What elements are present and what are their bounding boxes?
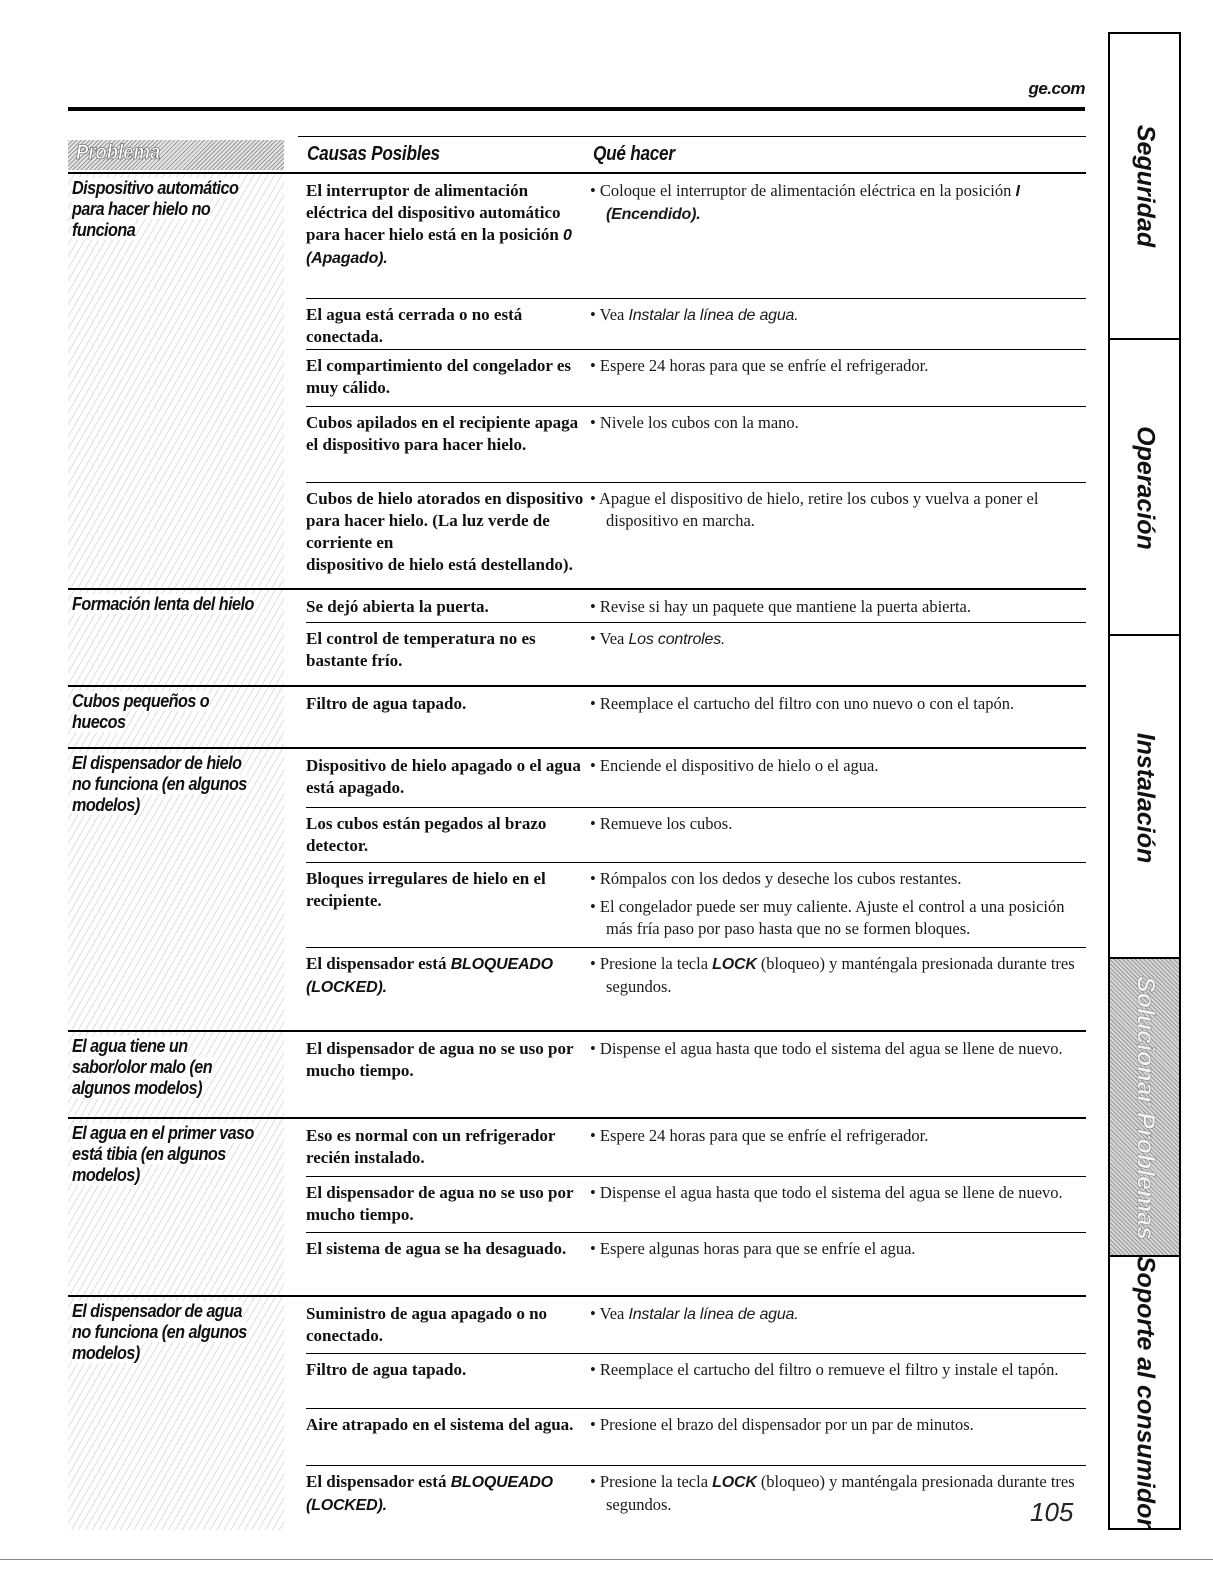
fix-reference: Instalar la línea de agua. [628, 307, 799, 324]
fix-item: • Nivele los cubos con la mano. [590, 413, 799, 432]
cause-text: Aire atrapado en el sistema del agua. [306, 1415, 574, 1434]
row-divider [306, 1353, 1086, 1354]
fix-emphasis: I (Encendido). [606, 183, 1020, 223]
row-divider [306, 482, 1086, 483]
row-divider [306, 1408, 1086, 1409]
fix-item: • Vea Los controles. [590, 629, 726, 648]
row-divider [306, 622, 1086, 623]
fix-list [590, 1414, 1088, 1436]
problem-cell [68, 1297, 284, 1530]
side-tab-label: Operación [1131, 426, 1159, 550]
side-tab[interactable] [1110, 338, 1179, 636]
problem-cell [68, 1032, 284, 1117]
problem-group [68, 1030, 1086, 1117]
fix-list [590, 412, 1088, 434]
fix-item: • Dispense el agua hasta que todo el sistema del agua se llene de nuevo. [590, 1039, 1063, 1058]
top-rule [68, 107, 1085, 111]
fix-list [590, 1125, 1088, 1147]
row-divider [306, 406, 1086, 407]
problem-cell [68, 174, 284, 588]
cause-text: El agua está cerrada o no está conectada. [306, 305, 523, 346]
side-tab-label: Instalación [1131, 732, 1159, 863]
whattodo-header: Qué hacer [593, 143, 675, 165]
problem-group [68, 747, 1086, 1030]
fix-list [590, 755, 1088, 777]
side-tab[interactable] [1110, 1255, 1179, 1526]
problem-group [68, 1117, 1086, 1295]
fix-list [590, 813, 1088, 835]
side-tab-label: Soporte al consumidor [1131, 1255, 1159, 1528]
cause-text: El interruptor de alimentación eléctrica del dispositivo automático para hacer hielo está en la posición 0 (Apagado). [306, 181, 572, 267]
fix-item: • Presione el brazo del dispensador por un par de minutos. [590, 1415, 974, 1434]
problem-title-text: El dispensador de hielo no funciona (en algunos modelos) [72, 753, 247, 815]
fix-list [590, 488, 1088, 532]
side-tab-label: Solucionar Problemas [1131, 976, 1159, 1240]
cause-text: Dispositivo de hielo apagado o el agua está apagado. [306, 756, 581, 797]
bottom-rule [0, 1559, 1213, 1560]
fix-item: • Reemplace el cartucho del filtro o remueve el filtro y instale el tapón. [590, 1360, 1059, 1379]
cause-text: El control de temperatura no es bastante frío. [306, 629, 536, 670]
fix-list [590, 693, 1088, 715]
row-divider [306, 862, 1086, 863]
row-divider [306, 1465, 1086, 1466]
side-tab[interactable] [1110, 34, 1179, 338]
fix-reference: Los controles. [628, 631, 726, 648]
fix-item: • Presione la tecla LOCK (bloqueo) y manténgala presionada durante tres segundos. [590, 1472, 1075, 1514]
side-tabs [1108, 32, 1181, 1530]
fix-item: • Reemplace el cartucho del filtro con uno nuevo o con el tapón. [590, 694, 1015, 713]
fix-item: • Presione la tecla LOCK (bloqueo) y manténgala presionada durante tres segundos. [590, 954, 1075, 996]
fix-list [590, 1359, 1088, 1381]
cause-text: Suministro de agua apagado o no conectado. [306, 1304, 548, 1345]
fix-list [590, 596, 1088, 618]
cause-continuation: dispositivo de hielo está destellando). [306, 555, 573, 574]
fix-list [590, 304, 1088, 327]
cause-text: Eso es normal con un refrigerador recién instalado. [306, 1126, 556, 1167]
problem-cell [68, 749, 284, 1030]
row-divider [306, 807, 1086, 808]
problem-title-text: Cubos pequeños o huecos [72, 691, 210, 732]
problem-title [72, 178, 261, 241]
problem-group [68, 172, 1086, 588]
row-divider [306, 349, 1086, 350]
cause-text: Los cubos están pegados al brazo detector. [306, 814, 547, 855]
fix-emphasis: LOCK [712, 956, 757, 973]
cause-text: El dispensador de agua no se uso por mucho tiempo. [306, 1039, 574, 1080]
cause-text: El dispensador de agua no se uso por mucho tiempo. [306, 1183, 574, 1224]
fix-reference: Instalar la línea de agua. [628, 1306, 799, 1323]
problem-title [72, 1123, 261, 1186]
cause-text: Se dejó abierta la puerta. [306, 597, 489, 616]
side-tab[interactable] [1110, 957, 1179, 1257]
problem-title-text: Formación lenta del hielo [72, 594, 254, 614]
fix-emphasis: LOCK [712, 1474, 757, 1491]
fix-item: • Revise si hay un paquete que mantiene la puerta abierta. [590, 597, 972, 616]
causes-header: Causas Posibles [307, 143, 440, 165]
cause-text: El dispensador está BLOQUEADO (LOCKED). [306, 954, 553, 996]
problem-cell [68, 687, 284, 747]
fix-item: • Espere 24 horas para que se enfríe el refrigerador. [590, 356, 929, 375]
problem-title [72, 1036, 261, 1099]
row-divider [306, 1232, 1086, 1233]
fix-list [590, 1038, 1088, 1060]
cause-text: El sistema de agua se ha desaguado. [306, 1239, 567, 1258]
fix-item: • Apague el dispositivo de hielo, retire los cubos y vuelva a poner el dispositivo en marcha. [590, 489, 1039, 530]
fix-list [590, 868, 1088, 940]
cause-text: Bloques irregulares de hielo en el recipiente. [306, 869, 546, 910]
row-divider [306, 947, 1086, 948]
cause-text: Filtro de agua tapado. [306, 1360, 467, 1379]
row-divider [306, 298, 1086, 299]
fix-item: • Remueve los cubos. [590, 814, 733, 833]
problem-title-text: El dispensador de agua no funciona (en algunos modelos) [72, 1301, 247, 1363]
problem-cell [68, 590, 284, 685]
fix-list [590, 1238, 1088, 1260]
problem-cell [68, 1119, 284, 1295]
problem-title [72, 1301, 261, 1364]
fix-item: • Vea Instalar la línea de agua. [590, 305, 799, 324]
fix-list [590, 1182, 1088, 1204]
cause-emphasis: BLOQUEADO (LOCKED). [306, 956, 553, 996]
fix-list [590, 953, 1088, 998]
cause-emphasis: 0 (Apagado). [306, 227, 572, 267]
side-tab[interactable] [1110, 634, 1179, 959]
cause-text: El compartimiento del congelador es muy cálido. [306, 356, 572, 397]
fix-item: • Espere 24 horas para que se enfríe el refrigerador. [590, 1126, 929, 1145]
problem-header-label: Problema [76, 141, 161, 164]
fix-list [590, 355, 1088, 377]
header-rule [298, 136, 1086, 137]
problem-group [68, 685, 1086, 747]
fix-item: • El congelador puede ser muy caliente. Ajuste el control a una posición más fría paso por paso hasta que no se formen bloques. [590, 897, 1065, 938]
problem-group [68, 588, 1086, 685]
fix-item: • Espere algunas horas para que se enfríe el agua. [590, 1239, 916, 1258]
page-number: 105 [1030, 1497, 1074, 1527]
site-url[interactable]: ge.com [1028, 79, 1085, 98]
fix-item: • Coloque el interruptor de alimentación eléctrica en la posición I (Encendido). [590, 181, 1020, 223]
row-divider [306, 1176, 1086, 1177]
problem-title [72, 753, 261, 816]
cause-emphasis: BLOQUEADO (LOCKED). [306, 1474, 553, 1514]
fix-item: • Rómpalos con los dedos y deseche los cubos restantes. [590, 869, 962, 888]
problem-title-text: Dispositivo automático para hacer hielo no funciona [72, 178, 239, 240]
problem-title-text: El agua tiene un sabor/olor malo (en algunos modelos) [72, 1036, 213, 1098]
cause-text: Cubos de hielo atorados en dispositivo para hacer hielo. (La luz verde de corriente en dispositivo de hielo está destellando). [306, 489, 584, 574]
fix-list [590, 628, 1088, 651]
cause-text: Cubos apilados en el recipiente apaga el dispositivo para hacer hielo. [306, 413, 579, 454]
fix-list [590, 1471, 1088, 1516]
side-tab-label: Seguridad [1131, 124, 1159, 248]
problem-group [68, 1295, 1086, 1530]
fix-item: • Enciende el dispositivo de hielo o el agua. [590, 756, 879, 775]
cause-text: El dispensador está BLOQUEADO (LOCKED). [306, 1472, 553, 1514]
fix-item: • Vea Instalar la línea de agua. [590, 1304, 799, 1323]
fix-item: • Dispense el agua hasta que todo el sistema del agua se llene de nuevo. [590, 1183, 1063, 1202]
cause-text: Filtro de agua tapado. [306, 694, 467, 713]
problem-title-text: El agua en el primer vaso está tibia (en algunos modelos) [72, 1123, 254, 1185]
fix-list [590, 1303, 1088, 1326]
problem-title [72, 691, 261, 733]
problem-title [72, 594, 261, 615]
fix-list [590, 180, 1088, 226]
problem-header [68, 140, 284, 170]
